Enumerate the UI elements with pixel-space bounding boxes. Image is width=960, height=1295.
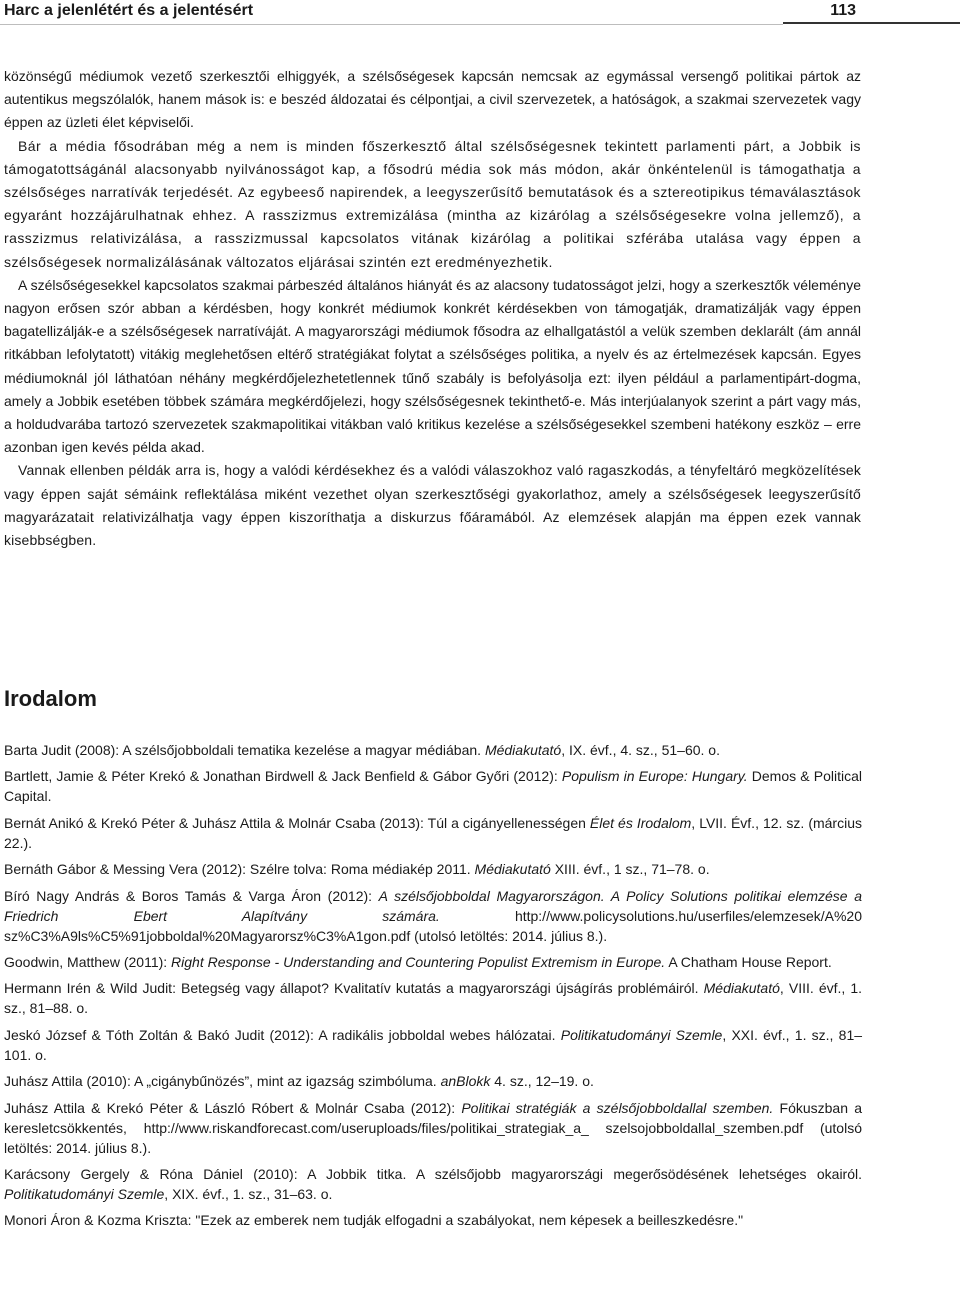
reference-text-part: Monori Áron & Kozma Kriszta: "Ezek az emberek nem tudják elfogadni a szabályokat, nem képesek a beilleszkedésre." — [4, 1212, 744, 1229]
reference-text-part: A Chatham House Report. — [665, 953, 832, 970]
reference-italic-part: Médiakutató — [703, 980, 780, 997]
reference-item — [4, 740, 862, 760]
running-header-title: Harc a jelenlétért és a jelentésért — [4, 2, 254, 19]
reference-text-part: , VIII. évf., 1. sz., 81–88. o. — [4, 980, 863, 1017]
reference-item — [4, 1164, 862, 1204]
reference-italic-part: Politikai stratégiák a szélsőjobboldallal szemben. — [461, 1099, 774, 1116]
paragraph-3: A szélsőségesekkel kapcsolatos szakmai párbeszéd általános hiányát és az alacsony tudatosságot jelzi, hogy a szerkesztők véleménye nagyon erősen szór abban a kérdésben, hogy konkrét médiumok konkrét kérdésekben von támogatják, dramatizálják vagy éppen bagatellizálják-e a szélsőségesek narratíváját. A magyarországi médiumok fősodra az elhallgatástól a velük szemben deklarált (ám annál ritkábban lefolytatott) vitákig meglehetősen eltérő stratégiákat folytat a szélsőséges politika, a nyelv és az értelmezések kapcsán. Egyes médiumoknál jól láthatóan néhány megkérdőjelezhetetlennek tűnő szabály is befolyásolja ezt: ilyen például a parlamentipárt-dogma, amely a Jobbik esetében többek számára megkérdőjelezi, hogy szélsőségesnek tekinthető-e. Más interjúalanyok szerint a párt vagy más, a holdudvarába tartozó szervezetek szakmapolitikai vitákban való kritikus kezelése a szélsőségesekkel szembeni hatékony eszköz – erre azonban igen kevés példa akad. — [4, 276, 861, 456]
reference-text-part: 4. sz., 12–19. o. — [490, 1073, 594, 1090]
reference-item — [4, 859, 862, 879]
reference-text-part: Jeskó József & Tóth Zoltán & Bakó Judit (2012): A radikális jobboldal webes hálózatai. — [4, 1026, 561, 1043]
reference-item — [4, 952, 862, 972]
reference-item — [4, 886, 862, 946]
reference-italic-part: anBlokk — [440, 1073, 491, 1090]
paragraph-4: Vannak ellenben példák arra is, hogy a valódi kérdésekhez és a valódi válaszokhoz való ragaszkodás, a tényfeltáró megközelítések vagy éppen saját sémáink reflektálása miként vezethet olyan szerkesztőségi gyakorlathoz, amely a szélsőségesek leegyszerűsítő magyarázatait relativizálhatja vagy éppen kiszoríthatja a diskurzus főáramából. Az elemzések alapján ma éppen ezek vannak kisebbségben. — [4, 462, 861, 549]
reference-text-part: , XIX. évf., 1. sz., 31–63. o. — [164, 1185, 333, 1202]
reference-item — [4, 1210, 862, 1230]
reference-item — [4, 1071, 862, 1091]
header-rule — [0, 24, 783, 25]
reference-text-part: Goodwin, Matthew (2011): — [4, 953, 172, 970]
reference-italic-part: Populism in Europe: Hungary. — [561, 768, 748, 785]
reference-list — [4, 740, 862, 1237]
paragraph-2: Bár a média fősodrában még a nem is minden főszerkesztő által szélsőségesnek tekintett parlamenti párt, a Jobbik is támogatottságánál alacsonyabb nyilvánosságot kap, a fősodrú média sok más módon, akár önkéntelenül is támogathatja a szélsőséges narratívák terjedését. Az egybeeső napirendek, a leegyszerűsítő bemutatások és a sztereotipikus témaválasztások egyaránt hozzájárulhatnak ehhez. A rasszizmus extremizálása (mintha az kizárólag a szélsőségesekre volna jellemző), a rasszizmus relativizálása, a rasszizmussal kapcsolatos vitának kizárólag a politikai szférába utalása vagy éppen a szélsőségesek normalizálásának változatos eljárásai szintén ezt eredményezhetik. — [4, 137, 861, 270]
reference-italic-part: Politikatudományi Szemle — [560, 1026, 723, 1043]
reference-text-part: Fókuszban a keresletcsökkentés, http://www.riskandforecast.com/useruploads/files/politikai_strategiak_a_ szelsojobboldallal_szemben.pdf (utolsó letöltés: 2014. július 8.). — [4, 1099, 862, 1156]
reference-text-part: Bernát Anikó & Krekó Péter & Juhász Attila & Molnár Csaba (2013): Túl a cigányellenességen — [4, 814, 590, 831]
reference-text-part: Demos & Political Capital. — [4, 768, 862, 805]
reference-italic-part: Élet és Irodalom — [589, 814, 692, 831]
page-number-box — [783, 0, 960, 24]
reference-text-part: Bernáth Gábor & Messing Vera (2012): Szélre tolva: Roma médiakép 2011. — [4, 861, 475, 878]
reference-italic-part: Médiakutató — [484, 742, 562, 758]
reference-text-part: http://www.policysolutions.hu/userfiles/elemzesek/A%20 sz%C3%A9ls%C5%91jobboldal%20Magyarorsz%C3%A1gon.pdf (utolsó letöltés: 2014. július 8.). — [4, 907, 862, 944]
reference-italic-part: Politikatudományi Szemle — [4, 1185, 165, 1202]
reference-text-part: Hermann Irén & Wild Judit: Betegség vagy állapot? Kvalitatív kutatás a magyarországi újságírás problémáiról. — [4, 980, 704, 997]
page-number: 113 — [830, 2, 856, 19]
reference-item — [4, 813, 862, 853]
reference-item — [4, 1025, 862, 1065]
body-text — [4, 65, 861, 552]
reference-item — [4, 766, 862, 806]
reference-item — [4, 1098, 862, 1158]
reference-text-part: , LVII. Évf., 12. sz. (március 22.). — [4, 814, 862, 851]
reference-text-part: , IX. évf., 4. sz., 51–60. o. — [561, 742, 720, 758]
reference-italic-part: A szélsőjobboldal Magyarországon. A Policy Solutions politikai elemzése a Friedrich Ebert Alapítvány számára. — [4, 887, 862, 924]
reference-text-part: Barta Judit (2008): A szélsőjobboldali tematika kezelése a magyar médiában. — [4, 742, 485, 758]
reference-text-part: Karácsony Gergely & Róna Dániel (2010): A Jobbik titka. A szélsőjobb magyarországi megerősödésének lehetséges okairól. — [4, 1165, 862, 1182]
reference-text-part: Bíró Nagy András & Boros Tamás & Varga Áron (2012): — [4, 887, 379, 904]
reference-text-part: Bartlett, Jamie & Péter Krekó & Jonathan Birdwell & Jack Benfield & Gábor Győri (2012): — [4, 768, 562, 785]
reference-text-part: Juhász Attila & Krekó Péter & László Róbert & Molnár Csaba (2012): — [4, 1099, 462, 1116]
reference-item — [4, 978, 862, 1018]
reference-italic-part: Right Response - Understanding and Countering Populist Extremism in Europe. — [171, 953, 666, 970]
reference-italic-part: Médiakutató — [474, 861, 551, 878]
section-title: Irodalom — [4, 686, 97, 711]
reference-text-part: Juhász Attila (2010): A „cigánybűnözés”, mint az igazság szimbóluma. — [4, 1073, 441, 1090]
reference-text-part: , XXI. évf., 1. sz., 81–101. o. — [4, 1026, 863, 1063]
reference-text-part: XIII. évf., 1 sz., 71–78. o. — [550, 861, 710, 878]
paragraph-1: közönségű médiumok vezető szerkesztői elhiggyék, a szélsőségesek kapcsán nemcsak az egymással versengő politikai pártok az autentikus megszólalók, hanem mások is: e beszéd áldozatai és célpontjai, a civil szervezetek, a hatóságok, a szakmai szervezetek vagy éppen az üzleti élet képviselői. — [4, 68, 861, 131]
running-header — [0, 0, 960, 28]
